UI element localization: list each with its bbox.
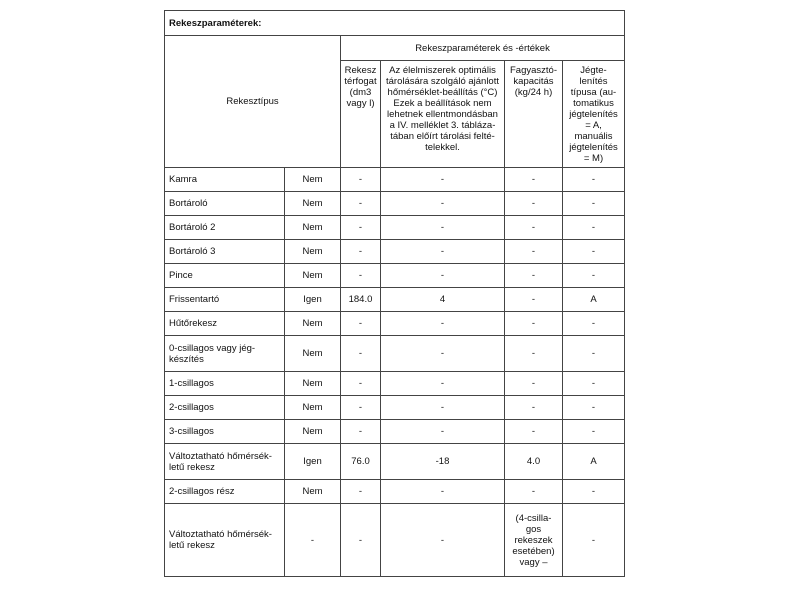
table-row bbox=[165, 396, 625, 420]
row-compartment-name: Bortároló 3 bbox=[165, 240, 285, 264]
row-freezing-capacity-value: - bbox=[505, 480, 563, 504]
row-compartment-name: 2-csillagos rész bbox=[165, 480, 285, 504]
row-freezing-capacity-value: - bbox=[505, 192, 563, 216]
row-defrost-type-value: - bbox=[563, 372, 625, 396]
column-header-defrost-type: Jégte- lenítés típusa (au- tomatikus jégtelenítés = A, manuális jégtelenítés = M) bbox=[563, 61, 625, 168]
row-compartment-name: Bortároló 2 bbox=[165, 216, 285, 240]
table-body bbox=[165, 11, 625, 577]
row-freezing-capacity-value: - bbox=[505, 336, 563, 372]
row-volume-value: - bbox=[341, 372, 381, 396]
row-defrost-type-value: - bbox=[563, 336, 625, 372]
row-temperature-value: - bbox=[381, 240, 505, 264]
row-defrost-type-value: - bbox=[563, 420, 625, 444]
compartment-parameters-table bbox=[164, 10, 625, 577]
row-volume-value: - bbox=[341, 264, 381, 288]
row-volume-value: 184.0 bbox=[341, 288, 381, 312]
row-temperature-value: - bbox=[381, 420, 505, 444]
row-volume-value: - bbox=[341, 240, 381, 264]
row-defrost-type-value: - bbox=[563, 480, 625, 504]
row-defrost-type-value: A bbox=[563, 444, 625, 480]
row-defrost-type-value: - bbox=[563, 504, 625, 577]
compartment-type-header: Rekesztípus bbox=[165, 36, 341, 168]
row-volume-value: - bbox=[341, 480, 381, 504]
row-present-flag: Nem bbox=[285, 312, 341, 336]
table-row bbox=[165, 288, 625, 312]
table-row bbox=[165, 216, 625, 240]
row-present-flag: Nem bbox=[285, 192, 341, 216]
row-defrost-type-value: - bbox=[563, 168, 625, 192]
row-temperature-value: - bbox=[381, 504, 505, 577]
table-row bbox=[165, 444, 625, 480]
table-row bbox=[165, 480, 625, 504]
row-defrost-type-value: A bbox=[563, 288, 625, 312]
row-present-flag: Nem bbox=[285, 336, 341, 372]
group-header-row bbox=[165, 36, 625, 61]
table-row bbox=[165, 312, 625, 336]
row-compartment-name: Pince bbox=[165, 264, 285, 288]
table-title: Rekeszparaméterek: bbox=[165, 11, 625, 36]
row-defrost-type-value: - bbox=[563, 312, 625, 336]
row-compartment-name: Változtatható hőmérsék- letű rekesz bbox=[165, 444, 285, 480]
column-header-temperature: Az élelmiszerek optimális tárolására szolgáló ajánlott hőmérséklet-beállítás (°C) Ezek a beállítások nem lehetnek ellentmondásban a IV. melléklet 3. tábláza- tában előírt tárolási felté- telekkel. bbox=[381, 61, 505, 168]
table-row bbox=[165, 504, 625, 577]
row-defrost-type-value: - bbox=[563, 216, 625, 240]
row-freezing-capacity-value: - bbox=[505, 372, 563, 396]
row-temperature-value: 4 bbox=[381, 288, 505, 312]
row-present-flag: Nem bbox=[285, 420, 341, 444]
table-row bbox=[165, 168, 625, 192]
row-temperature-value: - bbox=[381, 396, 505, 420]
row-volume-value: - bbox=[341, 336, 381, 372]
table-row bbox=[165, 264, 625, 288]
row-compartment-name: Hűtőrekesz bbox=[165, 312, 285, 336]
row-present-flag: Nem bbox=[285, 396, 341, 420]
row-freezing-capacity-value: - bbox=[505, 312, 563, 336]
row-present-flag: - bbox=[285, 504, 341, 577]
row-temperature-value: -18 bbox=[381, 444, 505, 480]
parameters-group-header: Rekeszparaméterek és -értékek bbox=[341, 36, 625, 61]
row-freezing-capacity-value: - bbox=[505, 168, 563, 192]
compartment-parameters-sheet bbox=[164, 10, 624, 577]
row-present-flag: Igen bbox=[285, 444, 341, 480]
row-temperature-value: - bbox=[381, 192, 505, 216]
row-freezing-capacity-value: (4-csilla- gos rekeszek esetében) vagy – bbox=[505, 504, 563, 577]
row-freezing-capacity-value: - bbox=[505, 420, 563, 444]
row-volume-value: 76.0 bbox=[341, 444, 381, 480]
row-volume-value: - bbox=[341, 312, 381, 336]
row-freezing-capacity-value: - bbox=[505, 216, 563, 240]
row-present-flag: Nem bbox=[285, 240, 341, 264]
row-present-flag: Igen bbox=[285, 288, 341, 312]
row-defrost-type-value: - bbox=[563, 192, 625, 216]
row-temperature-value: - bbox=[381, 312, 505, 336]
row-defrost-type-value: - bbox=[563, 264, 625, 288]
row-temperature-value: - bbox=[381, 216, 505, 240]
row-freezing-capacity-value: - bbox=[505, 264, 563, 288]
row-compartment-name: Kamra bbox=[165, 168, 285, 192]
column-header-freezing-capacity: Fagyasztó- kapacitás (kg/24 h) bbox=[505, 61, 563, 168]
row-compartment-name: 1-csillagos bbox=[165, 372, 285, 396]
row-present-flag: Nem bbox=[285, 372, 341, 396]
table-row bbox=[165, 192, 625, 216]
row-freezing-capacity-value: - bbox=[505, 288, 563, 312]
column-header-volume: Rekesz térfogat (dm3 vagy l) bbox=[341, 61, 381, 168]
row-present-flag: Nem bbox=[285, 264, 341, 288]
row-defrost-type-value: - bbox=[563, 240, 625, 264]
row-compartment-name: Frissentartó bbox=[165, 288, 285, 312]
table-row bbox=[165, 240, 625, 264]
row-freezing-capacity-value: 4.0 bbox=[505, 444, 563, 480]
row-compartment-name: 2-csillagos bbox=[165, 396, 285, 420]
row-volume-value: - bbox=[341, 192, 381, 216]
row-temperature-value: - bbox=[381, 168, 505, 192]
row-defrost-type-value: - bbox=[563, 396, 625, 420]
row-compartment-name: 3-csillagos bbox=[165, 420, 285, 444]
row-present-flag: Nem bbox=[285, 480, 341, 504]
table-row bbox=[165, 336, 625, 372]
row-volume-value: - bbox=[341, 504, 381, 577]
row-volume-value: - bbox=[341, 216, 381, 240]
row-volume-value: - bbox=[341, 396, 381, 420]
title-row bbox=[165, 11, 625, 36]
row-present-flag: Nem bbox=[285, 216, 341, 240]
row-compartment-name: Bortároló bbox=[165, 192, 285, 216]
row-temperature-value: - bbox=[381, 264, 505, 288]
row-compartment-name: Változtatható hőmérsék- letű rekesz bbox=[165, 504, 285, 577]
row-temperature-value: - bbox=[381, 372, 505, 396]
row-freezing-capacity-value: - bbox=[505, 240, 563, 264]
table-row bbox=[165, 372, 625, 396]
table-row bbox=[165, 420, 625, 444]
row-temperature-value: - bbox=[381, 480, 505, 504]
row-present-flag: Nem bbox=[285, 168, 341, 192]
row-compartment-name: 0-csillagos vagy jég- készítés bbox=[165, 336, 285, 372]
row-volume-value: - bbox=[341, 420, 381, 444]
row-freezing-capacity-value: - bbox=[505, 396, 563, 420]
row-volume-value: - bbox=[341, 168, 381, 192]
row-temperature-value: - bbox=[381, 336, 505, 372]
